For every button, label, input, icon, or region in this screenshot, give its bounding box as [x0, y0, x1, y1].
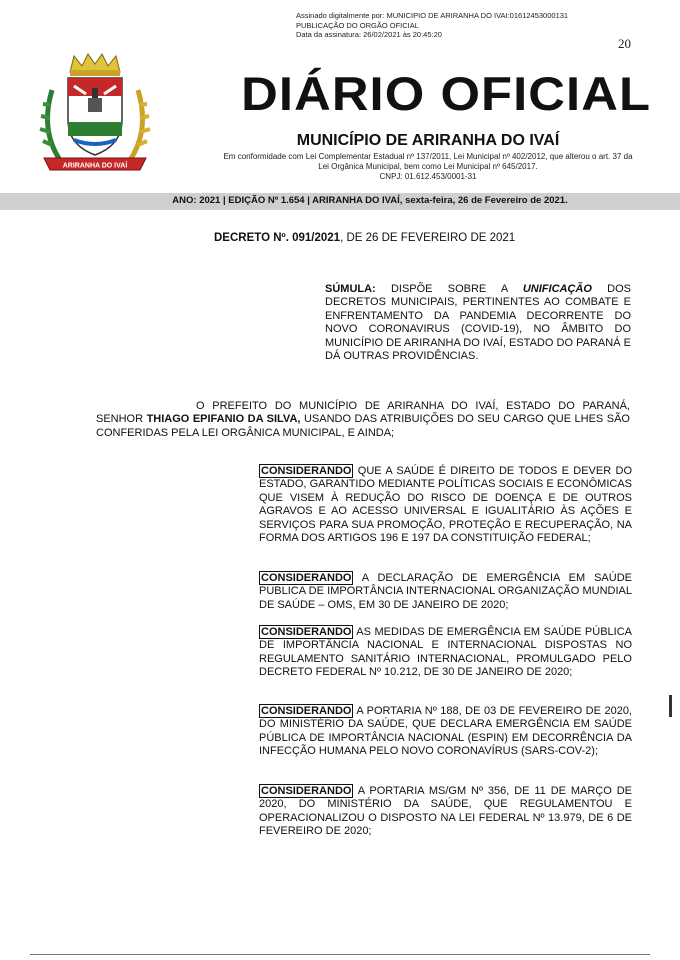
- signature-publication: PUBLICAÇÃO DO ORGÃO OFICIAL: [296, 20, 419, 30]
- legal-conformity-note: [190, 152, 666, 182]
- coat-banner-text: ARIRANHA DO IVAÍ: [62, 162, 128, 170]
- page-number: 20: [618, 36, 631, 51]
- considerando-text: A PORTARIA MS/GM Nº 356, DE 11 DE MARÇO DE 2020, DO MINISTÉRIO DA SAÚDE, QUE REGULAMENTOU E OPERACIONALIZOU O DISPOSTO NA LEI FEDERAL Nº 13.979, DE 6 DE FEVEREIRO DE 2020;: [259, 785, 632, 838]
- considerando-text: A PORTARIA Nº 188, DE 03 DE FEVEREIRO DE 2020, DO MINISTÉRIO DA SAÚDE, QUE DECLARA EMERGÊNCIA EM SAÚDE PÚBLICA DE IMPORTÂNCIA NACIONAL (ESPIN) EM DECORRÊNCIA DA INFECÇÃO HUMANA PELO NOVO CORONAVÍRUS (SARS-COV-2);: [259, 705, 632, 758]
- signature-date: Data da assinatura: 26/02/2021 às 20:45:20: [296, 30, 442, 39]
- sumula-text-1: DISPÕE SOBRE A: [375, 283, 523, 295]
- conformity-line-2: Lei Orgânica Municipal, bem como Lei Municipal nº 645/2017.: [318, 162, 538, 171]
- considerando-keyword: CONSIDERANDO: [261, 705, 352, 717]
- conformity-line-1: Em conformidade com Lei Complementar Estadual nº 137/2011, Lei Municipal nº 402/2012, que alterou o art. 37 da: [223, 152, 633, 161]
- preamble-text-1: O PREFEITO DO MUNICÍPIO DE ARIRANHA DO IVAÍ, ESTADO DO PARANÁ, SENHOR: [96, 400, 630, 426]
- newspaper-title: DIÁRIO OFICIAL: [241, 67, 652, 120]
- considerando-text: QUE A SAÚDE É DIREITO DE TODOS E DEVER DO ESTADO, GARANTIDO MEDIANTE POLÍTICAS SOCIAIS E ECONÔMICAS QUE VISEM À REDUÇÃO DO RISCO DE DOENÇA E DE OUTROS AGRAVOS E AO ACESSO UNIVERSAL E IGUALITÁRIO ÀS AÇÕES E SERVIÇOS PARA SUA PROMOÇÃO, PROTEÇÃO E RECUPERAÇÃO, NA FORMA DOS ARTIGOS 196 E 197 DA CONSTITUIÇÃO FEDERAL;: [259, 465, 632, 545]
- considerando-keyword: CONSIDERANDO: [261, 572, 352, 584]
- sumula-block: [325, 283, 631, 363]
- considerando-paragraph: [259, 626, 632, 680]
- footer-divider: [30, 954, 650, 955]
- sumula-text-2: DOS DECRETOS MUNICIPAIS, PERTINENTES AO COMBATE E ENFRENTAMENTO DA PANDEMIA DECORRENTE DO NOVO CORONAVIRUS (COVID-19), NO ÂMBITO DO MUNICÍPIO DE ARIRANHA DO IVAÍ, ESTADO DO PARANÁ E DÁ OUTRAS PROVIDÊNCIAS.: [325, 283, 631, 363]
- mayor-name: THIAGO EPIFANIO DA SILVA,: [146, 413, 301, 426]
- decree-date: , DE 26 DE FEVEREIRO DE 2021: [340, 232, 516, 244]
- considerando-keyword: CONSIDERANDO: [261, 785, 352, 797]
- considerando-keyword: CONSIDERANDO: [261, 465, 352, 477]
- preamble-text-2: USANDO DAS ATRIBUIÇÕES DO SEU CARGO QUE LHES SÃO CONFERIDAS PELA LEI ORGÂNICA MUNICIPAL, E AINDA;: [96, 413, 630, 439]
- considerando-paragraph: [259, 572, 632, 612]
- preamble-paragraph: [96, 400, 630, 440]
- considerando-text: A DECLARAÇÃO DE EMERGÊNCIA EM SAÚDE PÚBLICA DE IMPORTÂNCIA INTERNACIONAL ORGANIZAÇÃO MUNDIAL DE SAÚDE – OMS, EM 30 DE JANEIRO DE 2020;: [259, 572, 632, 611]
- considerando-paragraph: [259, 705, 632, 759]
- considerando-keyword: CONSIDERANDO: [261, 626, 352, 638]
- considerando-text: AS MEDIDAS DE EMERGÊNCIA EM SAÚDE PÚBLICA DE IMPORTÂNCIA NACIONAL E INTERNACIONAL DISPOSTAS NO REGULAMENTO SANITÁRIO INTERNACIONAL, PROMULGADO PELO DECRETO FEDERAL Nº 10.212, DE 30 DE JANEIRO DE 2020;: [259, 626, 632, 679]
- sumula-emphasis: UNIFICAÇÃO: [522, 283, 592, 295]
- margin-mark: [669, 695, 672, 717]
- signature-signer: Assinado digitalmente por: MUNICIPIO DE ARIRANHA DO IVAI:01612453000131: [296, 11, 569, 20]
- sumula-label: SÚMULA:: [325, 283, 376, 295]
- edition-info: ANO: 2021 | EDIÇÃO Nº 1.654 | ARIRANHA DO IVAÍ, sexta-feira, 26 de Fevereiro de 2021.: [172, 195, 568, 206]
- coat-of-arms-icon: [30, 50, 160, 180]
- decree-number: DECRETO Nº. 091/2021: [214, 232, 341, 244]
- considerando-paragraph: [259, 785, 632, 839]
- digital-signature-stamp: [296, 11, 568, 40]
- cnpj: CNPJ: 01.612.453/0001-31: [379, 172, 477, 181]
- municipality-name: MUNICÍPIO DE ARIRANHA DO IVAÍ: [296, 132, 560, 149]
- decree-heading: [214, 232, 515, 244]
- considerando-paragraph: [259, 465, 632, 545]
